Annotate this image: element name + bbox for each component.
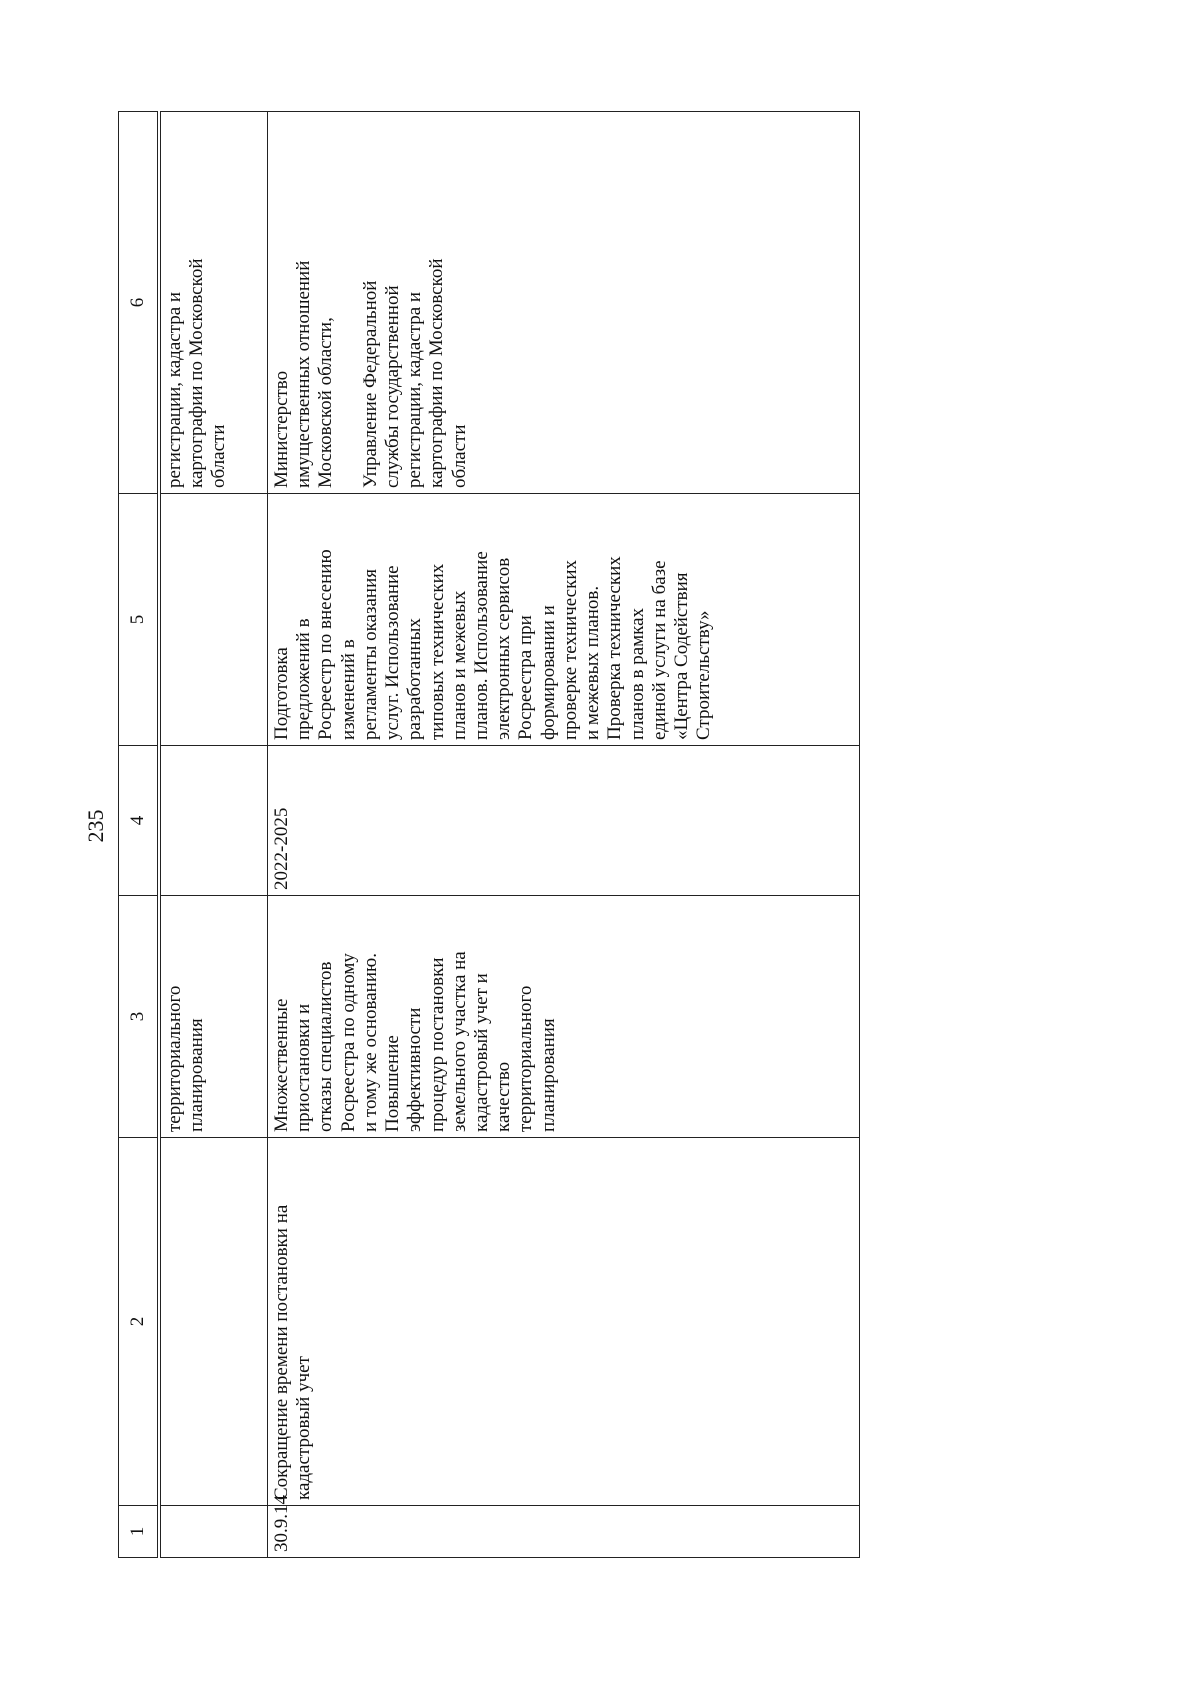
table-row-30-9-14 (268, 112, 860, 1558)
header-col-2: 2 (119, 1138, 160, 1506)
page-number (80, 806, 112, 846)
page-number-text: 235 (83, 809, 108, 843)
cont-cell-4 (159, 746, 268, 896)
measure-cell: Сокращение времени постановки на кадастровый учет (268, 1138, 860, 1506)
rotated-table-container (118, 112, 860, 1558)
measures-table (118, 111, 860, 1558)
header-col-3: 3 (119, 896, 160, 1138)
header-col-5: 5 (119, 494, 160, 746)
header-col-6: 6 (119, 112, 160, 494)
cont-cell-1 (159, 1506, 268, 1558)
row-number-cell: 30.9.14 (268, 1506, 860, 1558)
header-col-4: 4 (119, 746, 160, 896)
responsible-ministry: Министерство имущественных отношений Московской области, (271, 260, 337, 488)
actions-cell: Подготовка предложений в Росреестр по внесению изменений в регламенты оказания услуг. Использование разработанных типовых технических планов и межевых планов. Использование электронных сервисов Росреестра при формировании и проверке технических и межевых планов. Проверка технических планов в рамках единой услуги на базе «Центра Содействия Строительству» (268, 494, 860, 746)
cont-cell-2 (159, 1138, 268, 1506)
cont-cell-5 (159, 494, 268, 746)
cont-cell-6: регистрации, кадастра и картографии по Московской области (159, 112, 268, 494)
header-col-1: 1 (119, 1506, 160, 1558)
responsible-cell (268, 112, 860, 494)
cont-cell-3: территориального планирования (159, 896, 268, 1138)
table-header-row (119, 112, 160, 1558)
problem-cell: Множественные приостановки и отказы специалистов Росреестра по одному и тому же основанию. Повышение эффективности процедур постановки земельного участка на кадастровый учет и качество территориального планирования (268, 896, 860, 1138)
period-cell: 2022-2025 (268, 746, 860, 896)
table-row-continuation (159, 112, 268, 1558)
responsible-rosreestr: Управление Федеральной службы государственной регистрации, кадастра и картографии по Московской области (359, 258, 470, 488)
